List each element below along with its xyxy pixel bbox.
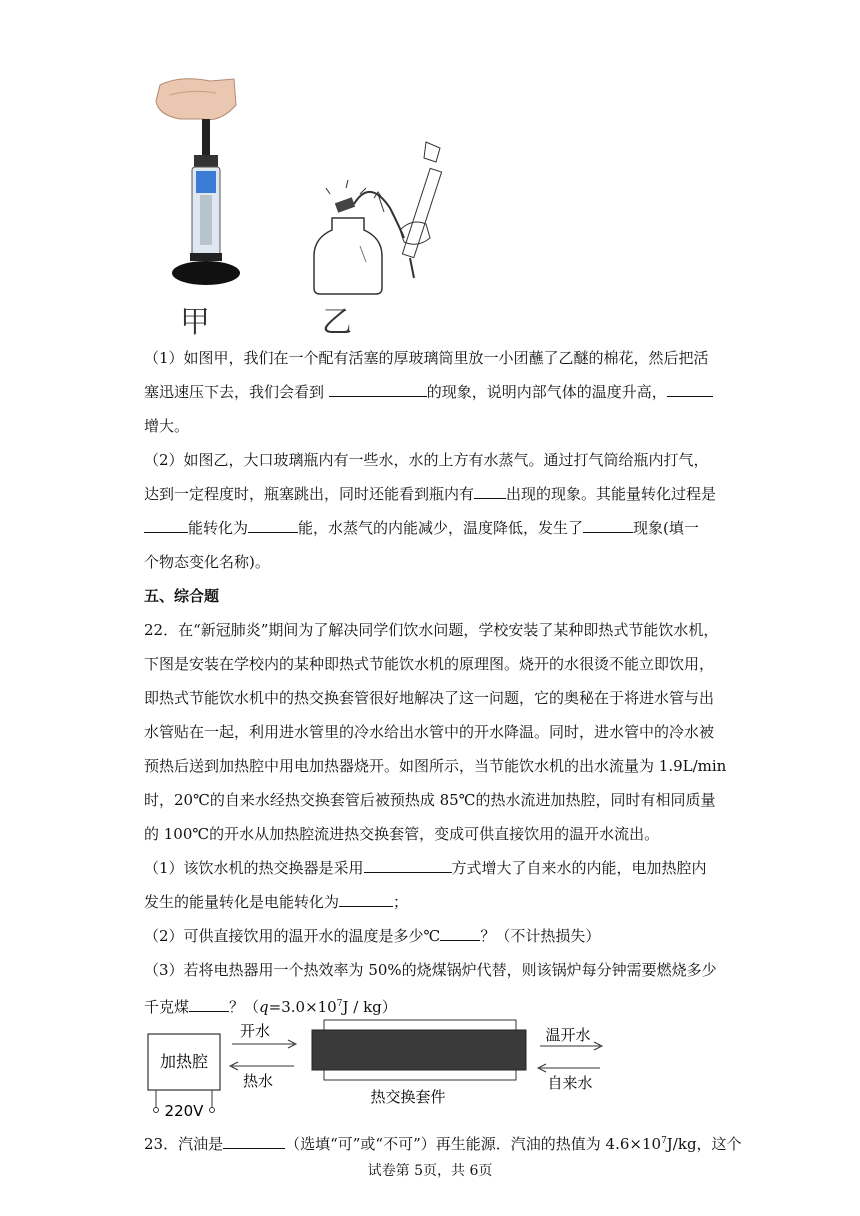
answer-blank[interactable] — [339, 890, 393, 907]
heating-chamber-label: 加热腔 — [159, 1052, 209, 1071]
answer-blank[interactable] — [248, 516, 298, 533]
warm-water-label: 温开水 — [545, 1026, 591, 1044]
answer-blank[interactable] — [583, 516, 633, 533]
figure-yi-bottle-pump — [300, 138, 470, 298]
q22-sub3-line1: （3）若将电热器用一个热效率为 50%的烧煤锅炉代替，则该锅炉每分钟需要燃烧多少 — [144, 961, 717, 979]
boiling-water-label: 开水 — [239, 1022, 271, 1040]
answer-blank[interactable] — [440, 924, 480, 941]
page-footer: 试卷第 5页，共 6页 — [367, 1163, 493, 1179]
question-23-text — [144, 1124, 742, 1161]
q22-sub2: （2）可供直接饮用的温开水的温度是多少℃ ？（不计热损失） — [144, 919, 718, 953]
q22-line: 的 100℃的开水从加热腔流进热交换套管，变成可供直接饮用的温开水流出。 — [144, 825, 660, 843]
tap-water-label: 自来水 — [547, 1074, 593, 1092]
figure-jia-piston-cylinder — [150, 75, 250, 295]
answer-blank[interactable] — [144, 516, 188, 533]
answer-blank[interactable] — [667, 380, 713, 397]
hot-water-label: 热水 — [242, 1072, 274, 1090]
q21-part1-line2: 塞迅速压下去，我们会看到 的现象，说明内部气体的温度升高， — [144, 375, 718, 409]
q23-line: 23．汽油是 （选填“可”或“不可”）再生能源．汽油的热值为 $4.6\times 10^7J/kg$，这个 — [144, 1124, 718, 1161]
question-21-text — [144, 341, 727, 1024]
q21-part1-line1: （1）如图甲，我们在一个配有活塞的厚玻璃筒里放一小团蘸了乙醚的棉花，然后把活 — [144, 349, 709, 367]
section-heading: 五、综合题 — [144, 587, 220, 605]
q22-sub1-line1: （1）该饮水机的热交换器是采用 方式增大了自来水的内能，电加热腔内 — [144, 851, 718, 885]
q21-part2-line1: （2）如图乙，大口玻璃瓶内有一些水，水的上方有水蒸气。通过打气筒给瓶内打气， — [144, 451, 709, 469]
q22-line: 预热后送到加热腔中用电加热器烧开。如图所示，当节能饮水机的出水流量为 1.9L/min — [144, 757, 727, 775]
heat-exchanger-label: 热交换套件 — [370, 1088, 446, 1106]
q21-part1-line3: 增大。 — [144, 417, 190, 435]
q21-part2-line2: 达到一定程度时，瓶塞跳出，同时还能看到瓶内有 出现的现象。其能量转化过程是 — [144, 477, 718, 511]
answer-blank[interactable] — [364, 856, 452, 873]
q22-line: 时，20℃的自来水经热交换套管后被预热成 85℃的热水流进加热腔，同时有相同质量 — [144, 791, 716, 809]
q22-line: 22．在“新冠肺炎”期间为了解决同学们饮水问题，学校安装了某种即热式节能饮水机， — [144, 621, 719, 639]
q22-sub3-line2: 千克煤 ？$(q=3.0\times 10^7J / kg)$ — [144, 987, 718, 1024]
answer-blank[interactable] — [329, 380, 427, 397]
q21-part2-line3: 能转化为 能，水蒸气的内能减少，温度降低，发生了 现象(填一 — [144, 511, 718, 545]
q22-sub1-line2: 发生的能量转化是电能转化为 ； — [144, 885, 718, 919]
answer-blank[interactable] — [474, 482, 506, 499]
q22-line: 下图是安装在学校内的某种即热式节能饮水机的原理图。烧开的水很烫不能立即饮用， — [144, 655, 715, 673]
q22-line: 即热式节能饮水机中的热交换套管很好地解决了这一问题，它的奥秘在于将进水管与出 — [144, 689, 715, 707]
q22-line: 水管贴在一起，利用进水管里的冷水给出水管中的开水降温。同时，进水管中的冷水被 — [144, 723, 715, 741]
figure-jia-label: 甲 — [180, 305, 210, 340]
answer-blank[interactable] — [223, 1132, 285, 1149]
q21-part2-line4: 个物态变化名称)。 — [144, 553, 270, 571]
answer-blank[interactable] — [189, 995, 229, 1012]
figure-yi-label: 乙 — [322, 305, 352, 340]
heat-exchanger-diagram — [140, 1016, 620, 1120]
voltage-label: 220V — [164, 1102, 204, 1120]
